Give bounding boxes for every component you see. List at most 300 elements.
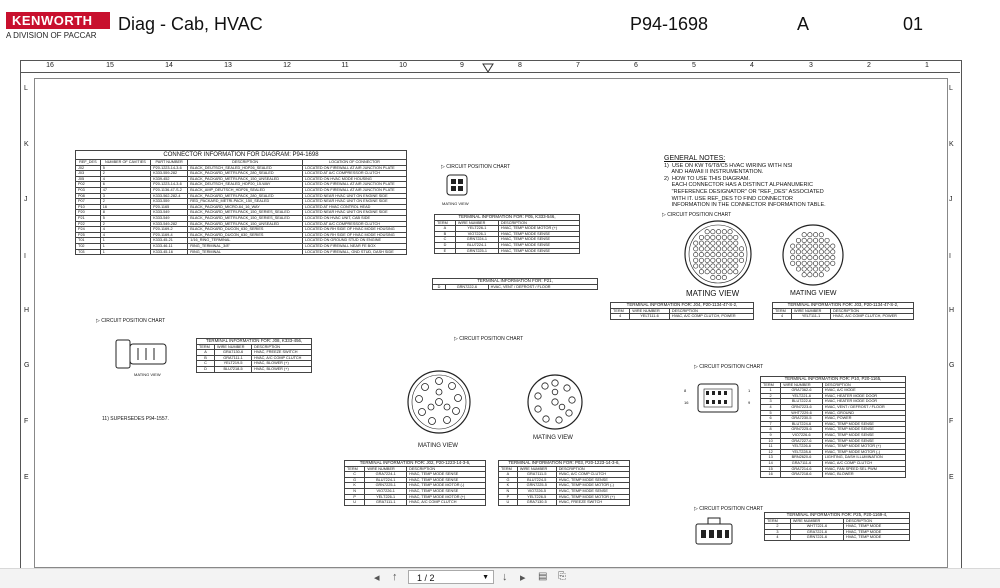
pin bbox=[694, 252, 698, 256]
pin bbox=[813, 238, 817, 242]
pin bbox=[728, 247, 732, 251]
row-letter: L bbox=[24, 85, 28, 92]
table-cell: HVAC, TEMP MODE SENSE bbox=[498, 242, 579, 248]
column-number: 5 bbox=[692, 62, 696, 69]
table-cell: HVAC, TEMP MODE MOTOR (-) bbox=[556, 483, 629, 489]
table-cell: 12 bbox=[761, 449, 781, 455]
pin bbox=[819, 261, 823, 265]
page-down-icon[interactable]: ↓ bbox=[502, 571, 508, 583]
triangle-icon: ▷ bbox=[694, 364, 700, 370]
terminal-table-title: TERMINAL INFORMATION FOR: P03, P20-1223-14-3-6, bbox=[499, 461, 630, 467]
table-cell: GRN7225-6 bbox=[781, 427, 823, 433]
pin bbox=[716, 275, 720, 279]
pin bbox=[739, 247, 743, 251]
table-cell: GRA7111-1 bbox=[215, 355, 252, 361]
table-cell: 6 bbox=[100, 182, 150, 188]
column-number: 2 bbox=[867, 62, 871, 69]
pin bbox=[711, 258, 715, 262]
pin bbox=[728, 252, 732, 256]
table-cell: P21 bbox=[76, 215, 101, 221]
table-cell: YELT221-6 bbox=[781, 393, 823, 399]
terminal-table-title: TERMINAL INFORMATION FOR: P10, P20-1165, bbox=[761, 377, 906, 383]
general-notes bbox=[664, 156, 826, 209]
table-cell: HVAC, A/C COMP CLUTCH bbox=[822, 460, 905, 466]
table-cell: HVAC, TEMP MODE SENSE bbox=[407, 488, 486, 494]
table-header-cell: DESCRIPTION bbox=[556, 466, 629, 472]
column-number: 6 bbox=[634, 62, 638, 69]
terminal-table bbox=[432, 278, 598, 290]
table-cell: 13 bbox=[761, 455, 781, 461]
table-cell: 2 bbox=[100, 171, 150, 177]
table-cell: 2 bbox=[100, 221, 150, 227]
table-cell: BLACK_PACKARD_MICRO-64_16_WAY bbox=[188, 204, 303, 210]
page-indicator: 1 / 2 bbox=[417, 573, 435, 583]
table-header-cell: TERM bbox=[765, 518, 791, 524]
row-letter: G bbox=[24, 362, 30, 369]
table-cell: HVAC, A/C COMP CLUTCH, POWER bbox=[669, 314, 753, 320]
pin bbox=[813, 267, 817, 271]
column-number: 14 bbox=[165, 62, 173, 69]
pin bbox=[716, 258, 720, 262]
pin bbox=[716, 252, 720, 256]
pin bbox=[791, 250, 795, 254]
table-cell: BLU7218-5 bbox=[215, 366, 252, 372]
pin bbox=[808, 267, 812, 271]
pin-label: 16 bbox=[684, 400, 689, 405]
table-cell: A bbox=[197, 350, 215, 356]
pin bbox=[831, 261, 835, 265]
table-cell: HVAC, POWER bbox=[822, 416, 905, 422]
pin bbox=[705, 235, 709, 239]
pin bbox=[734, 270, 738, 274]
pin bbox=[694, 264, 698, 268]
table-cell: BLU7224-1 bbox=[455, 242, 498, 248]
table-cell: D bbox=[197, 366, 215, 372]
pin bbox=[791, 244, 795, 248]
table-cell: 1 bbox=[761, 388, 781, 394]
table-cell: HVAC, HEATER MODE DOOR bbox=[822, 393, 905, 399]
chevron-down-icon: ▼ bbox=[482, 574, 489, 581]
table-cell: HVAC, TEMP MODE bbox=[844, 535, 910, 541]
table-cell: GRA7130-6 bbox=[215, 350, 252, 356]
table-cell: T03 bbox=[76, 249, 101, 255]
table-cell: GRA7111-6 bbox=[781, 460, 823, 466]
mating-view-label: MATING VIEW bbox=[686, 289, 740, 298]
pin-label: 1 bbox=[748, 388, 751, 393]
table-cell: HVAC, A/C COMP CLUTCH bbox=[556, 472, 629, 478]
pin bbox=[699, 258, 703, 262]
table-cell: 2 bbox=[765, 524, 791, 530]
table-cell: HVAC, TEMP MODE SENSE bbox=[498, 248, 579, 254]
table-cell: LOCATED ON FIREWALL AT AIR JUNCTION PLATE bbox=[302, 182, 406, 188]
table-cell: T02 bbox=[76, 243, 101, 249]
row-letter: G bbox=[949, 362, 955, 369]
table-cell: 2 bbox=[100, 199, 150, 205]
pin bbox=[711, 247, 715, 251]
pin bbox=[734, 252, 738, 256]
table-header-cell: DESCRIPTION bbox=[822, 382, 905, 388]
pin bbox=[734, 264, 738, 268]
table-cell: HVAC, VENT / DEFROST / FLOOR bbox=[822, 404, 905, 410]
table-cell: HVAC, TEMP MODE SENSE bbox=[556, 477, 629, 483]
pin bbox=[831, 255, 835, 259]
table-header-cell: DESCRIPTION bbox=[498, 220, 579, 226]
table-cell: GRN7224-1 bbox=[455, 237, 498, 243]
table-cell: 10 bbox=[761, 438, 781, 444]
pin bbox=[825, 250, 829, 254]
pin bbox=[734, 241, 738, 245]
pin bbox=[728, 264, 732, 268]
table-cell: U bbox=[345, 500, 365, 506]
center-mark-icon bbox=[482, 63, 494, 73]
table-header-cell: TERM bbox=[611, 308, 630, 314]
circuit-position-chart-label: ▷ CIRCUIT POSITION CHART bbox=[662, 212, 732, 218]
table-cell: HVAC, A/C COMP CLUTCH, POWER bbox=[831, 314, 914, 320]
pin bbox=[699, 270, 703, 274]
table-cell: P08 bbox=[76, 193, 101, 199]
export-icon[interactable]: ⎘ bbox=[558, 571, 566, 582]
pin bbox=[699, 235, 703, 239]
previous-page-icon[interactable]: ◂ bbox=[374, 572, 380, 584]
table-cell: P20-1136-47-S-2 bbox=[151, 187, 188, 193]
table-cell: 1 bbox=[100, 243, 150, 249]
table-cell: GRA7230-5 bbox=[781, 416, 823, 422]
table-cell: G bbox=[345, 477, 365, 483]
pin bbox=[722, 247, 726, 251]
table-cell: 4 bbox=[100, 227, 150, 233]
table-cell: K333-46-11 bbox=[151, 243, 188, 249]
supersedes-note: 11) SUPERSEDES P94-1557. bbox=[102, 416, 169, 422]
pin bbox=[716, 247, 720, 251]
pin bbox=[716, 235, 720, 239]
pin bbox=[699, 264, 703, 268]
table-cell: E bbox=[435, 248, 456, 254]
next-page-icon[interactable]: ▸ bbox=[520, 572, 526, 584]
pin bbox=[705, 241, 709, 245]
table-cell: 4 bbox=[773, 314, 792, 320]
term-j02-table bbox=[344, 460, 486, 506]
table-cell: P bbox=[499, 494, 518, 500]
table-cell: VIO7226-1 bbox=[455, 231, 498, 237]
mating-view-label: MATING VIEW bbox=[533, 435, 573, 441]
term-j03-table bbox=[772, 302, 914, 320]
pin bbox=[716, 270, 720, 274]
connector-table-title: CONNECTOR INFORMATION FOR DIAGRAM: P94-1698 bbox=[76, 151, 407, 160]
table-row bbox=[765, 535, 910, 541]
table-cell: D bbox=[433, 284, 446, 290]
table-cell: WHT7229-6 bbox=[781, 410, 823, 416]
pin bbox=[734, 247, 738, 251]
table-cell: BLACK_AMP_DEUTSCH_HDP26_SEALED bbox=[188, 187, 303, 193]
pin bbox=[716, 264, 720, 268]
pin bbox=[802, 273, 806, 277]
table-cell: GRN7225-1 bbox=[455, 248, 498, 254]
table-cell: K333-45-16 bbox=[151, 249, 188, 255]
table-cell: HVAC, FREEZE SWITCH bbox=[252, 350, 312, 356]
pin bbox=[728, 270, 732, 274]
term-p05-table bbox=[434, 214, 580, 254]
pin bbox=[705, 252, 709, 256]
pin bbox=[694, 247, 698, 251]
row-letter: E bbox=[24, 474, 29, 481]
table-header-cell: DESCRIPTION bbox=[252, 344, 312, 350]
table-cell: C bbox=[197, 361, 215, 367]
pin bbox=[734, 258, 738, 262]
pin bbox=[728, 258, 732, 262]
table-cell: 1 bbox=[100, 238, 150, 244]
pin bbox=[722, 258, 726, 262]
row-letter: L bbox=[949, 85, 953, 92]
column-number: 10 bbox=[399, 62, 407, 69]
pin bbox=[808, 273, 812, 277]
connector-table-block bbox=[75, 150, 407, 255]
pin bbox=[728, 230, 732, 234]
term-p03-table bbox=[498, 460, 630, 506]
row-letter: J bbox=[24, 196, 28, 203]
pin bbox=[711, 241, 715, 245]
table-cell: HVAC, TEMP MODE SENSE bbox=[556, 488, 629, 494]
pin bbox=[722, 270, 726, 274]
table-row bbox=[435, 248, 580, 254]
table-cell: YELT228-6 bbox=[781, 449, 823, 455]
row-letter: I bbox=[24, 253, 26, 260]
circuit-position-chart-label: ▷ CIRCUIT POSITION CHART bbox=[694, 506, 764, 512]
pin bbox=[796, 261, 800, 265]
table-cell: 3 bbox=[100, 193, 150, 199]
row-letter: H bbox=[24, 307, 30, 314]
table-cell: GRN7222-6 bbox=[446, 284, 489, 290]
pin-label: 9 bbox=[748, 400, 751, 405]
table-cell: LOCATED NEAR HVAC UNIT ON ENGINE SIDE bbox=[302, 210, 406, 216]
pin bbox=[699, 247, 703, 251]
connector-p10-icon bbox=[690, 378, 746, 420]
table-cell: K339-452 bbox=[151, 176, 188, 182]
pin bbox=[802, 267, 806, 271]
pin bbox=[819, 244, 823, 248]
kenworth-logo: KENWORTH bbox=[6, 12, 110, 29]
table-header-cell: TERM bbox=[773, 308, 792, 314]
table-cell: BLACK_PACKARD_METRI-PACK_150_SERIES_SEALED bbox=[188, 210, 303, 216]
pin bbox=[808, 244, 812, 248]
pin bbox=[796, 267, 800, 271]
table-header-cell: PART NUMBER bbox=[151, 160, 188, 166]
table-cell: 11 bbox=[761, 444, 781, 450]
table-cell: 15 bbox=[761, 466, 781, 472]
pin bbox=[791, 261, 795, 265]
table-cell: VIO7226-6 bbox=[781, 432, 823, 438]
table-cell: C bbox=[345, 472, 365, 478]
pin bbox=[819, 255, 823, 259]
pin bbox=[705, 230, 709, 234]
table-cell: C bbox=[435, 237, 456, 243]
table-header-cell: TERM bbox=[197, 344, 215, 350]
table-cell: LOCATED AT A/C COMPRESSOR CLUTCH bbox=[302, 221, 406, 227]
note-line: 2) HOW TO USE THIS DIAGRAM. bbox=[664, 175, 750, 182]
pin bbox=[813, 255, 817, 259]
row-letter: H bbox=[949, 307, 955, 314]
pin bbox=[711, 270, 715, 274]
table-cell: BLU7224-6 bbox=[781, 421, 823, 427]
column-number: 8 bbox=[518, 62, 522, 69]
pin bbox=[711, 252, 715, 256]
table-header-cell: NUMBER OF CAVITIES bbox=[100, 160, 150, 166]
table-header-cell: WIRE NUMBER bbox=[517, 466, 556, 472]
table-header-cell: DESCRIPTION bbox=[669, 308, 753, 314]
table-cell: P20-1169-2 bbox=[151, 227, 188, 233]
table-cell: P02 bbox=[76, 182, 101, 188]
table-cell: K bbox=[499, 483, 518, 489]
terminal-table-title: TERMINAL INFORMATION FOR: J04, P20-1134-47-S-2, bbox=[611, 303, 754, 309]
row-letter: E bbox=[949, 474, 954, 481]
table-cell: BLACK_PACKARD_DUCON_630_SERIES bbox=[188, 232, 303, 238]
column-number: 16 bbox=[46, 62, 54, 69]
table-cell: RING_TERMINAL bbox=[188, 249, 303, 255]
table-cell: GRA7224-1 bbox=[365, 472, 407, 478]
table-header-cell: TERM bbox=[345, 466, 365, 472]
table-cell: LOCATED ON FIREWALL, GND STUD, DASH SIDE bbox=[302, 249, 406, 255]
pin bbox=[819, 233, 823, 237]
table-cell: 8 bbox=[761, 427, 781, 433]
table-cell: LOCATED ON RH SIDE OF HVAC MODE HOUSING bbox=[302, 232, 406, 238]
pin bbox=[728, 241, 732, 245]
table-cell: T01 bbox=[76, 238, 101, 244]
table-cell: N bbox=[499, 488, 518, 494]
table-cell: A bbox=[499, 472, 518, 478]
table-cell: GRA7111-1 bbox=[365, 500, 407, 506]
row-letter: J bbox=[949, 196, 953, 203]
table-header-cell: TERM bbox=[435, 220, 456, 226]
connector-table bbox=[75, 150, 407, 255]
circuit-position-chart-label: ▷ CIRCUIT POSITION CHART bbox=[441, 164, 511, 170]
table-header-cell: WIRE NUMBER bbox=[215, 344, 252, 350]
pin bbox=[825, 255, 829, 259]
pin bbox=[802, 238, 806, 242]
page-up-icon[interactable]: ↑ bbox=[392, 571, 398, 583]
circuit-position-chart-label: ▷ CIRCUIT POSITION CHART bbox=[96, 318, 166, 324]
table-cell: HVAC, TEMP MODE SENSE bbox=[498, 231, 579, 237]
page-selector[interactable] bbox=[408, 570, 494, 584]
table-cell: GRN7225-5 bbox=[517, 483, 556, 489]
table-cell: HVAC, BLOWER (+) bbox=[252, 366, 312, 372]
table-cell: A bbox=[435, 226, 456, 232]
column-number: 1 bbox=[925, 62, 929, 69]
table-cell: HVAC, HEATER MODE DOOR bbox=[822, 399, 905, 405]
pin bbox=[699, 241, 703, 245]
table-cell: P22 bbox=[76, 221, 101, 227]
terminal-table-title: TERMINAL INFORMATION FOR: P25, P20-1169-4, bbox=[765, 513, 910, 519]
table-header-cell: DESCRIPTION bbox=[407, 466, 486, 472]
table-cell: BLACK_PACKARD_METRI-PACK_280_SEALED bbox=[188, 171, 303, 177]
table-cell: HVAC, TEMP MODE MOTOR (+) bbox=[556, 494, 629, 500]
table-cell: HVAC, BLOWER (+) bbox=[252, 361, 312, 367]
table-cell: 8 bbox=[100, 210, 150, 216]
table-cell: BLACK_PACKARD_METRI-PACK_150_UNSEALED bbox=[188, 221, 303, 227]
table-cell: BLACK_PACKARD_METRI-PACK_150_SERIES_SEALED bbox=[188, 215, 303, 221]
term-j08-table bbox=[196, 338, 312, 373]
notes-title: GENERAL NOTES: bbox=[664, 155, 726, 162]
pin bbox=[802, 255, 806, 259]
row-letter: F bbox=[949, 418, 954, 425]
table-cell: HVAC, GROUND bbox=[822, 410, 905, 416]
table-cell: HVAC, TEMP MODE SENSE bbox=[407, 472, 486, 478]
table-cell: J03 bbox=[76, 171, 101, 177]
mating-view-label: MATING VIEW bbox=[442, 201, 469, 206]
table-cell: HVAC, TEMP MODE MOTOR (+) bbox=[498, 226, 579, 232]
pin bbox=[716, 241, 720, 245]
table-cell: K bbox=[345, 483, 365, 489]
table-cell: LIGHTING, DASH ILLUMINATION bbox=[822, 455, 905, 461]
table-cell: N bbox=[345, 488, 365, 494]
table-header-cell: TERM bbox=[761, 382, 781, 388]
table-cell: P10 bbox=[76, 204, 101, 210]
table-cell: HVAC, TEMP MODE SENSE bbox=[822, 438, 905, 444]
term-p21-table bbox=[432, 278, 598, 290]
table-cell: HVAC, VENT / DEFROST / FLOOR bbox=[488, 284, 597, 290]
pin bbox=[734, 235, 738, 239]
column-number: 4 bbox=[750, 62, 754, 69]
table-cell: 5 bbox=[100, 165, 150, 171]
terminal-table bbox=[610, 302, 754, 320]
table-cell: J02 bbox=[76, 165, 101, 171]
table-cell: GRA7130-5 bbox=[517, 500, 556, 506]
terminal-table bbox=[344, 460, 486, 506]
note-line: AND HAWAII II INSTRUMENTATION. bbox=[664, 169, 764, 176]
pin bbox=[813, 244, 817, 248]
table-cell: LOCATED NEAR HVAC UNIT ON ENGINE SIDE bbox=[302, 199, 406, 205]
table-cell: BLU7222-6 bbox=[781, 399, 823, 405]
pin bbox=[808, 233, 812, 237]
pin bbox=[722, 264, 726, 268]
terminal-table-title: TERMINAL INFORMATION FOR: P05, K333-546, bbox=[435, 215, 580, 221]
term-p25-table bbox=[764, 512, 910, 541]
table-cell: 2 bbox=[761, 393, 781, 399]
pin bbox=[739, 258, 743, 262]
pin bbox=[819, 250, 823, 254]
table-cell: 16 bbox=[100, 204, 150, 210]
table-cell: 6 bbox=[761, 416, 781, 422]
pin bbox=[802, 244, 806, 248]
table-cell: GRA7214-6 bbox=[781, 466, 823, 472]
pin bbox=[722, 230, 726, 234]
doc-number: P94-1698 bbox=[630, 14, 709, 34]
pin bbox=[705, 264, 709, 268]
pin bbox=[694, 241, 698, 245]
table-cell: YELT219-5 bbox=[215, 361, 252, 367]
pin bbox=[711, 264, 715, 268]
table-header-cell: TERM bbox=[499, 466, 518, 472]
term-j04-table bbox=[610, 302, 754, 320]
table-cell: 9 bbox=[761, 432, 781, 438]
connector-p03-icon bbox=[524, 370, 586, 434]
table-cell: BRN2620-6 bbox=[781, 455, 823, 461]
table-header-cell: DESCRIPTION bbox=[188, 160, 303, 166]
table-cell: LOCATED ON RH SIDE OF HVAC MODE HOUSING bbox=[302, 227, 406, 233]
table-cell: BLACK_PACKARD_METRI-PACK_150_UNSEALED bbox=[188, 176, 303, 182]
table-cell: 3 bbox=[761, 399, 781, 405]
pin bbox=[722, 252, 726, 256]
table-cell: 4 bbox=[765, 535, 791, 541]
table-cell: LOCATED ON FIREWALL AT AIR JUNCTION PLATE bbox=[302, 187, 406, 193]
pin bbox=[722, 241, 726, 245]
triangle-icon: ▷ bbox=[441, 164, 447, 170]
connector-p05-icon bbox=[444, 172, 470, 198]
view-mode-icon[interactable]: ▤ bbox=[538, 571, 548, 582]
table-header-cell: WIRE NUMBER bbox=[455, 220, 498, 226]
pin bbox=[705, 270, 709, 274]
triangle-icon: ▷ bbox=[662, 212, 668, 218]
table-cell: 4 bbox=[100, 176, 150, 182]
row-letter: K bbox=[949, 141, 954, 148]
